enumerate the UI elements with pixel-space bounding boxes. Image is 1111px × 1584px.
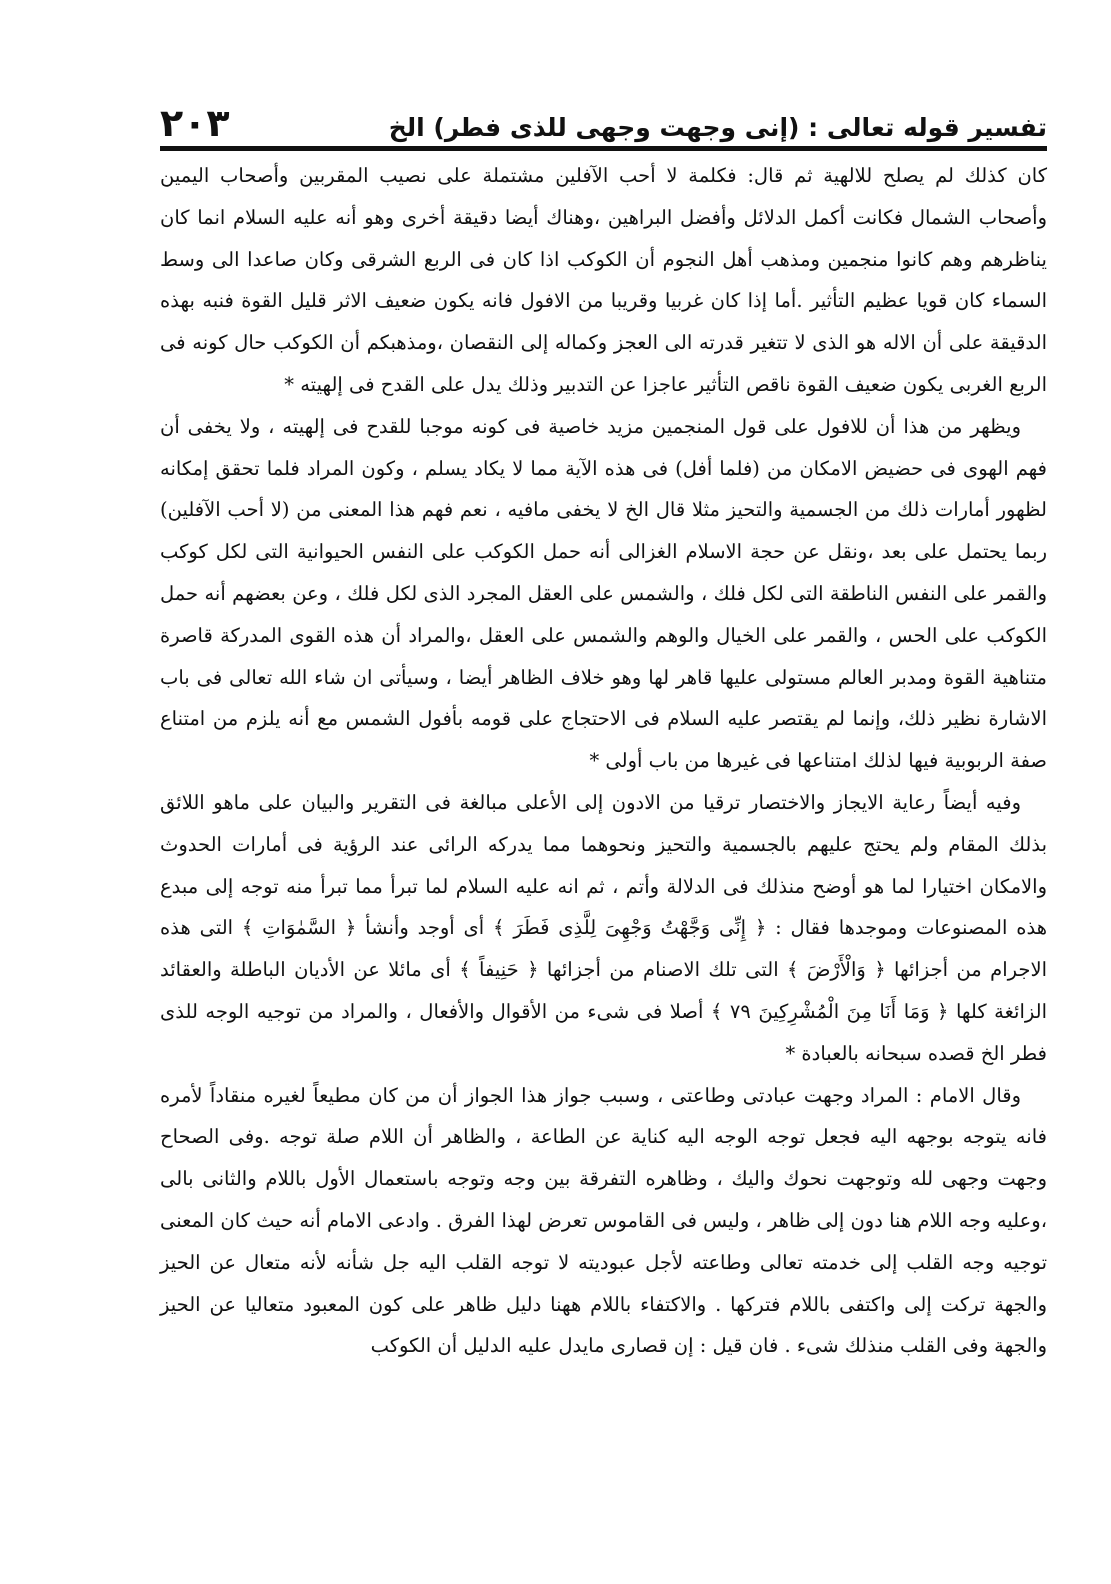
paragraph-3: وفيه أيضاً رعاية الايجاز والاختصار ترقيا من الادون إلى الأعلى مبالغة فى التقرير والبيان على ماهو اللائق بذلك المقام ولم يحتج عليهم بالجسمية والتحيز ونحوهما مما يدركه الرائى عند الرؤية فى أمارات الحدوث والامكان اختيارا لما هو أوضح منذلك فى الدلالة وأتم ، ثم انه عليه السلام لما تبرأ مما تبرأ منه توجه إلى مبدع هذه المصنوعات وموجدها فقال : ﴿ إِنِّى وَجَّهْتُ وَجْهِىَ لِلَّذِى فَطَرَ ﴾ أى أوجد وأنشأ ﴿ السَّمٰوَاتِ ﴾ التى هذه الاجرام من أجزائها ﴿ وَالْأَرْضَ ﴾ التى تلك الاصنام من أجزائها ﴿ حَنِيفاً ﴾ أى مائلا عن الأديان الباطلة والعقائد الزائغة كلها ﴿ وَمَا أَنَا مِنَ الْمُشْرِكِينَ ٧٩ ﴾ أصلا فى شىء من الأقوال والأفعال ، والمراد من توجيه الوجه للذى فطر الخ قصده سبحانه بالعبادة * (160, 790, 1047, 1065)
page-header (160, 98, 1047, 145)
header-rule (160, 146, 1047, 151)
body-text (160, 155, 1047, 1367)
paragraph-1: كان كذلك لم يصلح للالهية ثم قال: فكلمة لا أحب الآفلين مشتملة على نصيب المقربين وأصحاب اليمين وأصحاب الشمال فكانت أكمل الدلائل وأفضل البراهين ،وهناك أيضا دقيقة أخرى وهو أنه عليه السلام انما كان يناظرهم وهم كانوا منجمين ومذهب أهل النجوم أن الكوكب اذا كان فى الربع الشرقى وكان صاعدا الى وسط السماء كان قويا عظيم التأثير .أما إذا كان غربيا وقريبا من الافول فانه يكون ضعيف الاثر قليل القوة فنبه بهذه الدقيقة على أن الاله هو الذى لا تتغير قدرته الى العجز وكماله إلى النقصان ،ومذهبكم أن الكوكب حال كونه فى الربع الغربى يكون ضعيف القوة ناقص التأثير عاجزا عن التدبير وذلك يدل على القدح فى إلهيته * (160, 164, 1047, 396)
running-title: تفسير قوله تعالى : (إنى وجهت وجهى للذى فطر) الخ (388, 113, 1047, 142)
paragraph-4: وقال الامام : المراد وجهت عبادتى وطاعتى ، وسبب جواز هذا الجواز أن من كان مطيعاً لغيره منقاداً لأمره فانه يتوجه بوجهه اليه فجعل توجه الوجه اليه كناية عن الطاعة ، والظاهر أن اللام صلة توجه .وفى الصحاح وجهت وجهى لله وتوجهت نحوك واليك ، وظاهره التفرقة بين وجه وتوجه باستعمال الأول باللام والثانى بالى ،وعليه وجه اللام هنا دون إلى ظاهر ، وليس فى القاموس تعرض لهذا الفرق . وادعى الامام أنه حيث كان المعنى توجيه وجه القلب إلى خدمته تعالى وطاعته لأجل عبوديته لا توجه القلب اليه جل شأنه لأنه متعال عن الحيز والجهة تركت إلى واكتفى باللام فتركها . والاكتفاء باللام ههنا دليل ظاهر على كون المعبود متعاليا عن الحيز والجهة وفى القلب منذلك شىء . فان قيل : إن قصارى مايدل عليه الدليل أن الكوكب (160, 1083, 1047, 1358)
paragraph-2: ويظهر من هذا أن للافول على قول المنجمين مزيد خاصية فى كونه موجبا للقدح فى إلهيته ، ولا يخفى أن فهم الهوى فى حضيض الامكان من (فلما أفل) فى هذه الآية مما لا يكاد يسلم ، وكون المراد فلما تحقق إمكانه لظهور أمارات ذلك من الجسمية والتحيز مثلا قال الخ لا يخفى مافيه ، نعم فهم هذا المعنى من (لا أحب الآفلين) ربما يحتمل على بعد ،ونقل عن حجة الاسلام الغزالى أنه حمل الكوكب على النفس الحيوانية التى لكل كوكب والقمر على النفس الناطقة التى لكل فلك ، والشمس على العقل المجرد الذى لكل فلك ، وعن بعضهم أنه حمل الكوكب على الحس ، والقمر على الخيال والوهم والشمس على العقل ،والمراد أن هذه القوى المدركة قاصرة متناهية القوة ومدبر العالم مستولى عليها قاهر لها وهو خلاف الظاهر أيضا ، وسيأتى ان شاء الله تعالى فى باب الاشارة نظير ذلك، وإنما لم يقتصر عليه السلام فى الاحتجاج على قومه بأفول الشمس مع أنه يلزم من امتناع صفة الربوبية فيها لذلك امتناعها فى غيرها من باب أولى * (160, 414, 1047, 773)
page-number: ٢٠٣ (160, 101, 230, 145)
